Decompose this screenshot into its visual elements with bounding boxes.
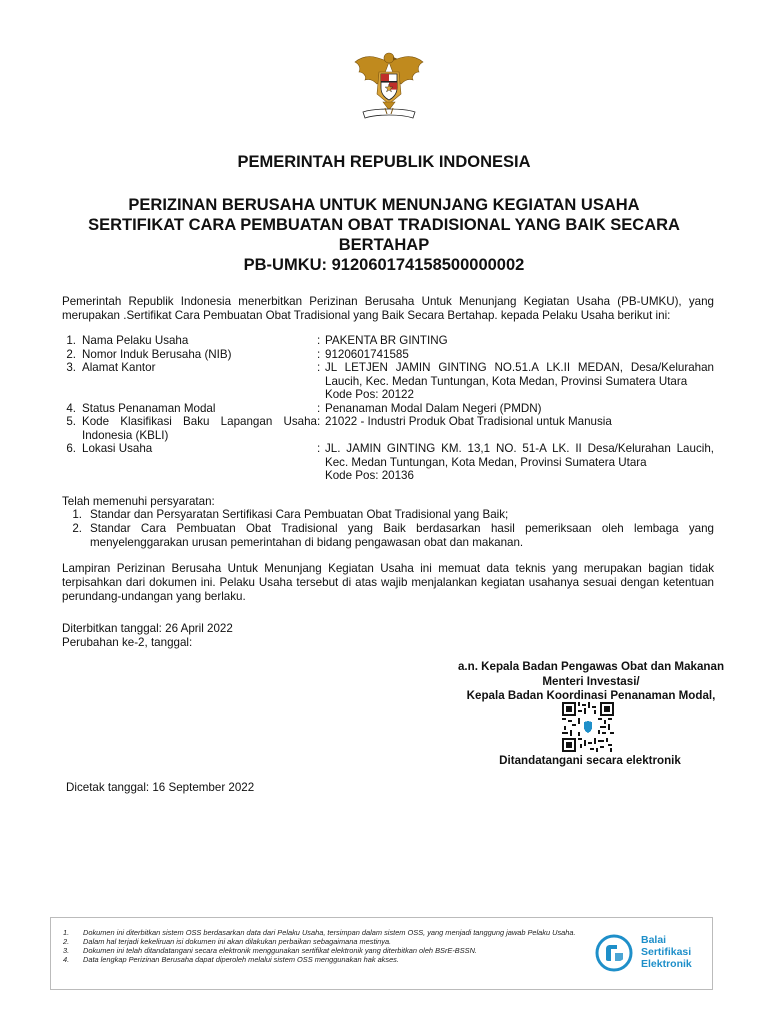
footer-box	[50, 917, 713, 990]
signatory-block	[430, 660, 752, 704]
detail-value: Penanaman Modal Dalam Negeri (PMDN)	[325, 401, 542, 415]
list-item	[63, 955, 583, 964]
note-text: Data lengkap Perizinan Berusaha dapat diperoleh melalui sistem OSS menggunakan hak akses.	[83, 955, 399, 964]
intro-paragraph: Pemerintah Republik Indonesia menerbitkan Perizinan Berusaha Untuk Menunjang Kegiatan Usaha (PB-UMKU), yang merupakan .Sertifikat Cara Pembuatan Obat Tradisional yang Baik Secara Bertahap. kepada Pelaku Usaha berikut ini:	[62, 295, 714, 322]
location-postal-code: Kode Pos: 20136	[325, 469, 414, 482]
office-postal-code: Kode Pos: 20122	[325, 388, 414, 401]
permit-title-line-1: PERIZINAN BERUSAHA UNTUK MENUNJANG KEGIATAN USAHA	[128, 196, 640, 214]
note-number: 3.	[63, 946, 70, 955]
detail-separator: :	[317, 334, 321, 347]
note-number: 4.	[63, 955, 70, 964]
requirement-number: 2.	[72, 522, 82, 535]
detail-row	[62, 415, 714, 442]
detail-value	[325, 361, 714, 402]
detail-value	[325, 442, 714, 483]
attachment-paragraph: Lampiran Perizinan Berusaha Untuk Menunjang Kegiatan Usaha ini memuat data teknis yang merupakan bagian tidak terpisahkan dari dokumen ini. Pelaku Usaha tersebut di atas wajib menjalankan kegiatan usahanya sesuai dengan ketentuan perundang-undangan yang berlaku.	[62, 562, 714, 603]
footer-notes	[63, 928, 583, 964]
detail-separator: :	[317, 401, 321, 415]
detail-value: 9120601741585	[325, 347, 409, 361]
detail-number: 4.	[66, 401, 76, 415]
requirements-list	[62, 508, 714, 550]
list-item	[62, 522, 714, 550]
list-item	[62, 508, 714, 522]
office-address: JL LETJEN JAMIN GINTING NO.51.A LK.II MEDAN, Desa/Kelurahan Laucih, Kec. Medan Tuntungan, Kota Medan, Provinsi Sumatera Utara	[325, 361, 714, 388]
issue-info	[62, 622, 233, 650]
garuda-emblem-icon	[349, 48, 429, 124]
bsre-logo-line-2: Sertifikasi	[641, 946, 692, 958]
requirement-number: 1.	[72, 508, 82, 521]
note-text: Dalam hal terjadi kekeliruan isi dokumen ini akan dilakukan perbaikan sebagaimana mestinya.	[83, 937, 392, 946]
bsre-logo-line-3: Elektronik	[641, 958, 692, 970]
kbli-label-line-2: Indonesia (KBLI)	[82, 428, 169, 442]
note-number: 1.	[63, 928, 70, 937]
signatory-line-1: a.n. Kepala Badan Pengawas Obat dan Makanan	[457, 660, 725, 673]
detail-row	[62, 442, 714, 483]
detail-separator: :	[317, 361, 321, 374]
detail-number: 2.	[66, 347, 76, 361]
bsre-logo-text	[641, 934, 692, 970]
requirements-heading: Telah memenuhi persyaratan:	[62, 495, 215, 508]
list-item	[63, 937, 583, 946]
detail-label: Nomor Induk Berusaha (NIB)	[82, 347, 232, 361]
change-info: Perubahan ke-2, tanggal:	[62, 636, 193, 649]
pb-umku-number: PB-UMKU: 912060174158500000002	[243, 256, 525, 274]
kbli-label-line-1: Kode Klasifikasi Baku Lapangan Usaha	[82, 415, 317, 428]
detail-row	[62, 334, 714, 348]
detail-number: 1.	[66, 334, 76, 347]
business-details	[62, 334, 714, 483]
electronic-signature-note: Ditandatangani secara elektronik	[499, 754, 681, 767]
bsre-logo-line-1: Balai	[641, 934, 667, 946]
requirement-text: Standar Cara Pembuatan Obat Tradisional yang Baik berdasarkan hasil pemeriksaan oleh lembaga yang menyelenggarakan urusan pemerintahan di bidang pengawasan obat dan makanan.	[90, 522, 714, 549]
detail-separator: :	[317, 415, 321, 428]
detail-value: PAKENTA BR GINTING	[325, 334, 448, 347]
detail-separator: :	[317, 347, 321, 361]
detail-number: 5.	[66, 415, 76, 428]
permit-title-line-3: BERTAHAP	[338, 236, 430, 254]
business-location: JL. JAMIN GINTING KM. 13,1 NO. 51-A LK. II Desa/Kelurahan Laucih, Kec. Medan Tuntungan, Kota Medan, Provinsi Sumatera Utara	[325, 442, 714, 469]
list-item	[63, 928, 583, 937]
detail-value: 21022 - Industri Produk Obat Tradisional untuk Manusia	[325, 415, 612, 428]
detail-number: 6.	[66, 442, 76, 455]
bsre-logo-icon	[595, 934, 633, 972]
permit-title-line-2: SERTIFIKAT CARA PEMBUATAN OBAT TRADISIONAL YANG BAIK SECARA	[88, 216, 680, 234]
detail-label: Status Penanaman Modal	[82, 401, 216, 415]
detail-label: Lokasi Usaha	[82, 442, 153, 455]
detail-label: Alamat Kantor	[82, 361, 156, 374]
detail-separator: :	[317, 442, 321, 455]
list-item	[63, 946, 583, 955]
requirement-text: Standar dan Persyaratan Sertifikasi Cara Pembuatan Obat Tradisional yang Baik;	[90, 508, 509, 521]
signatory-line-3: Kepala Badan Koordinasi Penanaman Modal,	[466, 689, 716, 702]
note-text: Dokumen ini diterbitkan sistem OSS berdasarkan data dari Pelaku Usaha, tersimpan dalam sistem OSS, yang menjadi tanggung jawab Pelaku Usaha.	[83, 928, 576, 937]
detail-label: Nama Pelaku Usaha	[82, 334, 189, 347]
qr-code-icon	[562, 702, 614, 752]
government-title: PEMERINTAH REPUBLIK INDONESIA	[237, 153, 531, 171]
issue-date: Diterbitkan tanggal: 26 April 2022	[62, 622, 233, 635]
signatory-line-2: Menteri Investasi/	[542, 674, 640, 688]
detail-label	[82, 415, 317, 442]
note-text: Dokumen ini telah ditandatangani secara elektronik menggunakan sertifikat elektronik yang diterbitkan oleh BSrE-BSSN.	[83, 946, 477, 955]
detail-row	[62, 348, 714, 362]
detail-number: 3.	[66, 361, 76, 374]
note-number: 2.	[63, 937, 70, 946]
detail-row	[62, 402, 714, 416]
permit-title	[40, 195, 728, 275]
print-date: Dicetak tanggal: 16 September 2022	[66, 781, 255, 794]
detail-row	[62, 361, 714, 402]
